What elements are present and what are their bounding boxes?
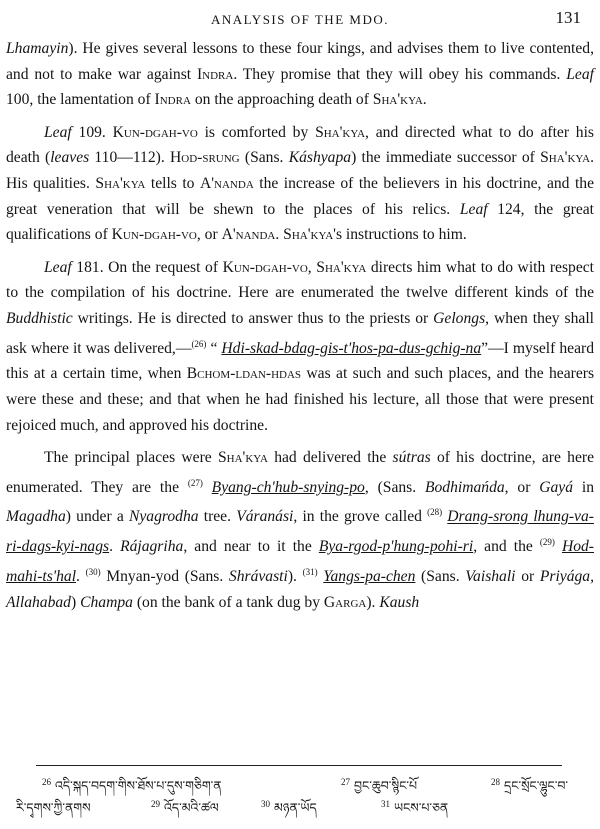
text-run: (Sans. [239, 149, 289, 167]
footnote-text: འོད་མའི་ཚལ [164, 801, 219, 815]
text-run: 110—112). [89, 149, 170, 167]
text-run: had delivered the [267, 449, 393, 467]
text-run: was at such and such places, and the hearers were these and these; and that when he had finished his lecture, all those that were present rejoiced much, and approved his doctrine. [6, 365, 595, 434]
text-run: “ [206, 339, 222, 357]
proper-name: Sha'kya [283, 226, 334, 244]
text-run: 124, the great qualifications of [6, 200, 594, 244]
tibetan-transliteration: Bya-rgod-p'hung-pohi-ri [318, 538, 474, 556]
italic-text: Leaf [566, 65, 594, 83]
proper-name: Sha'kya [316, 258, 367, 276]
text-run: , or [504, 478, 540, 496]
footnote-text: བྱང་ཆུབ་སྙིང་པོ [354, 779, 418, 793]
proper-name: Kun-dgah-vo [112, 123, 198, 141]
text-run: ). [287, 568, 303, 586]
footnote-31 [381, 794, 448, 829]
text-run: . His qualities. [6, 149, 594, 192]
text-run: , in the grove called [293, 508, 428, 526]
text-run: 109. [71, 123, 113, 141]
italic-text: Lhamayin [6, 40, 69, 57]
tibetan-transliteration: Drang-srong lhung-va-ri-dags-kyi-nags [6, 508, 594, 556]
footnote-number: 29 [151, 798, 160, 809]
body-text [6, 36, 594, 622]
footnote-28 [491, 772, 568, 807]
italic-text: sútras [392, 449, 431, 467]
italic-text: Magadha [6, 508, 66, 526]
text-run: . [275, 226, 284, 244]
footnote-marker: (27) [187, 477, 203, 488]
text-run: tells to [145, 174, 200, 192]
text-run: or [515, 568, 540, 586]
footnote-number: 26 [42, 776, 51, 787]
tibetan-transliteration: Hod-mahi-ts'hal [6, 538, 595, 586]
proper-name: Indra [154, 91, 191, 109]
italic-text: Vaishali [465, 568, 516, 586]
italic-text: Leaf [44, 258, 72, 276]
text-run: , or [196, 226, 222, 244]
proper-name: Sha'kya [540, 149, 591, 167]
footnote-number: 27 [341, 776, 350, 787]
footnote-marker: (28) [427, 507, 443, 518]
proper-name: Garga [323, 593, 367, 611]
text-run: 181. On the request of [71, 258, 223, 276]
text-run: ) [70, 593, 81, 611]
proper-name: Sha'kya [315, 123, 366, 141]
text-run: directs him what to do with respect to the compilation of his doctrine. Here are enumerated the twelve different kinds of the [6, 258, 595, 302]
text-run: . [76, 568, 86, 586]
italic-text: Gelongs [433, 309, 486, 327]
text-run: Mnyan-yod (Sans. [100, 568, 229, 586]
text-run: . They promise that they will obey his commands. [233, 65, 567, 83]
footnote-text: ཡངས་པ་ཅན [394, 801, 449, 815]
footnote-text: མཉན་ཡོད [274, 801, 317, 815]
footnote-text: འདི་སྐད་བདག་གིས་ཐོས་པ་དུས་གཅིག་ན [55, 779, 222, 793]
text-run: ) under a [65, 508, 129, 526]
text-run: on the approaching death of [190, 91, 373, 109]
proper-name: Hod-srung [170, 149, 240, 167]
paragraph [6, 255, 594, 438]
italic-text: Bodhimańda [424, 478, 505, 496]
text-run: , when they shall ask where it was delivered,— [6, 309, 595, 357]
text-run: ). [366, 593, 380, 611]
page-header [0, 7, 600, 31]
footnote-30 [261, 794, 317, 829]
text-run: the increase of the believers in his doctrine, and the great veneration that will be shewn to the places of his relics. [6, 174, 594, 218]
text-run: , and directed what to do after his death ( [6, 123, 595, 167]
footnote-marker: (31) [302, 567, 318, 578]
proper-name: Sha'kya [372, 91, 423, 109]
proper-name: Kun-dgah-vo [222, 258, 308, 276]
text-run: in [573, 478, 594, 496]
text-run: , and the [473, 538, 540, 556]
footnote-marker: (30) [85, 567, 101, 578]
text-run: The principal places were [44, 449, 218, 467]
text-run: ). He gives several lessons to these four kings, and advises them to live contented, and not to make war against [6, 40, 594, 83]
proper-name: Indra [196, 65, 234, 83]
text-run [555, 538, 562, 555]
footnote-marker: (29) [539, 537, 555, 548]
text-run: . [109, 538, 121, 556]
proper-name: Sha'kya [217, 449, 268, 467]
italic-text: Gayá [539, 478, 574, 496]
italic-text: Káshyapa [288, 149, 352, 167]
italic-text: Váranási [236, 508, 294, 526]
text-run: , [307, 258, 317, 276]
text-run: tree. [198, 508, 237, 526]
text-run: of his doctrine, are here enumerated. They are the [6, 449, 595, 496]
proper-name: A'nanda [221, 226, 276, 244]
tibetan-transliteration: Yangs-pa-chen [323, 568, 416, 586]
paragraph [6, 120, 594, 248]
footnote-text: དྲང་སྲོང་ལྷུང་བ་ [504, 779, 569, 793]
footnote-29 [151, 794, 219, 829]
proper-name: A'nanda [199, 174, 254, 192]
text-run: ) the immediate successor of [351, 149, 541, 167]
footnotes [6, 770, 594, 816]
running-head: ANALYSIS OF THE MDO. [211, 12, 389, 27]
text-run: , (Sans. [364, 478, 425, 496]
footnote-number: 30 [261, 798, 270, 809]
italic-text: Leaf [44, 123, 72, 141]
footnote-number: 28 [491, 776, 500, 787]
italic-text: Leaf [459, 200, 488, 218]
text-run: (on the bank of a tank dug by [132, 593, 324, 611]
text-run: (Sans. [415, 568, 466, 586]
text-run: writings. He is directed to answer thus to the priests or [72, 309, 434, 327]
text-run: , and near to it the [183, 538, 319, 556]
italic-text: Champa [80, 593, 133, 611]
proper-name: Kun-dgah-vo [111, 226, 197, 244]
text-run: 100, the lamentation of [6, 91, 155, 109]
italic-text: leaves [50, 149, 90, 167]
proper-name: Sha'kya [95, 174, 146, 192]
italic-text: Priyága, Allahabad [6, 568, 594, 611]
italic-text: Kaush [379, 593, 420, 611]
footnote-text: རི་དྭགས་ཀྱི་ནགས [16, 801, 91, 815]
tibetan-transliteration: Byang-ch'hub-snying-po [211, 478, 365, 496]
text-run: . [422, 91, 427, 109]
text-run: is comforted by [197, 123, 316, 141]
page-number: 131 [555, 8, 581, 27]
tibetan-transliteration: Hdi-skad-bdag-gis-t'hos-pa-dus-gchig-na [221, 339, 482, 357]
text-run [203, 479, 212, 496]
text-run: 's instructions to him. [333, 226, 467, 244]
footnote-28-continued [16, 794, 91, 829]
footnote-number: 31 [381, 798, 390, 809]
text-run: ”—I myself heard this at a certain time, when [6, 339, 594, 383]
italic-text: Buddhistic [6, 309, 73, 327]
italic-text: Shrávasti [228, 568, 288, 586]
proper-name: Bchom-ldan-hdas [186, 365, 302, 383]
footnote-marker: (26) [191, 338, 207, 349]
paragraph [6, 445, 594, 615]
italic-text: Nyagrodha [128, 508, 199, 526]
paragraph [6, 36, 594, 113]
footnote-divider [36, 765, 562, 766]
italic-text: Rájagriha [120, 538, 184, 556]
